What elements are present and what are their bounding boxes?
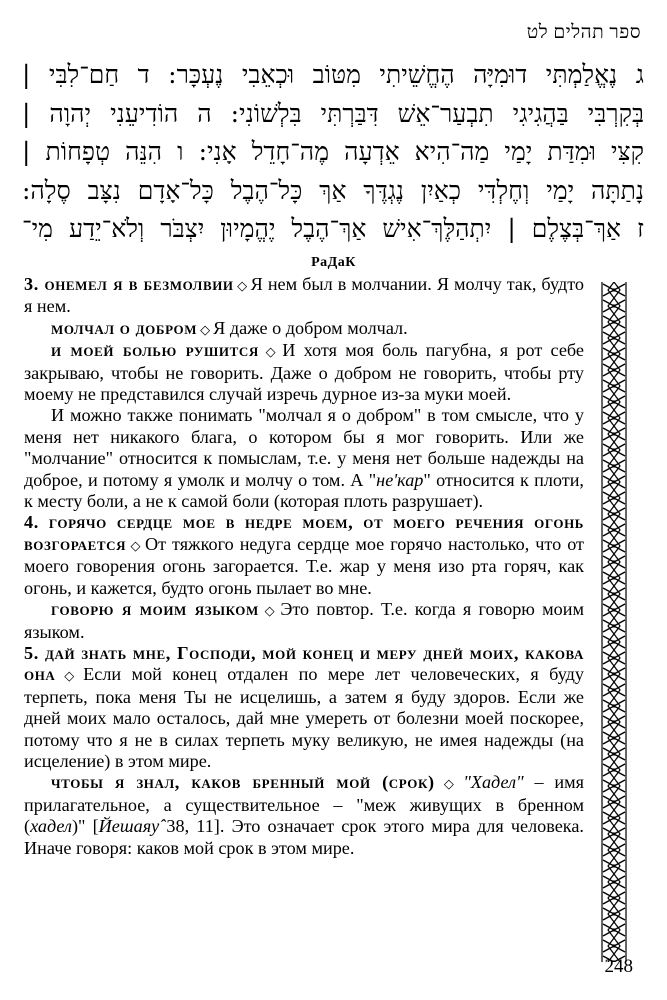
- gloss-text: От тяжкого недуга сердце мое горячо настолько, что от моего говорения огонь загорается. Т.е. жар у меня изо рта горяч, как огонь, и кажется, будто огонь пылает во мне.: [24, 533, 585, 598]
- gloss-text: Это повтор. Т.е. когда я говорю моим языком.: [24, 599, 584, 642]
- gloss-text: Если мой конец отдален по мере лет человеческих, я буду терпеть, пока меня Ты не исцелишь, а затем я буду здоров. Если же дней моих мало осталось, дай мне умереть от болезни моей поскорее, потому что я не в силах терпеть муку великую, не имея надежды (на исцеление) в этом мире.: [24, 664, 585, 771]
- lemma: говорю я моим языком: [51, 599, 259, 620]
- gloss-text: И можно также понимать "молчал я о добром" в том смысле, что у меня нет никакого блага, о котором бы я мог говорить. Или же "молчание" относится к помыслам, т.е. у меня нет больше надежды на доброе, и потому я умолк и молчу о том. А ": [24, 405, 584, 490]
- commentary-paragraph: [24, 772, 584, 859]
- hebrew-verse-block: [22, 56, 644, 249]
- commentary-paragraph: [24, 340, 584, 405]
- gloss-text: Я нем был в молчании. Я молчу так, будто я нем.: [24, 274, 584, 317]
- reference-book: Йешаяу̂: [98, 816, 160, 837]
- commentary-title: РаДаК: [311, 255, 356, 270]
- hebrew-line: ז אַךְ־בְּצֶלֶם | יִתְהַלֶּךְ־אִישׁ אַךְ־הֶבֶל יֶהֱמָיוּן יִצְבֹּר וְלֹא־יֵדַע מִי־: [22, 214, 644, 243]
- gloss-text: И хотя моя боль пагубна, я рот себе закрываю, чтобы не говорить. Даже о добром не говорить, чтобы рту моему не представился случай изречь дурное из-за муки моей.: [24, 340, 584, 405]
- lemma: 5. дай знать мне, Господи, мой конец и меру дней моих, какова она: [24, 642, 584, 685]
- diamond-separator-icon: ◇: [129, 537, 142, 553]
- gloss-text: – имя прилагательное, а существительное – "меж живущих в бренном (: [24, 772, 585, 837]
- diamond-separator-icon: ◇: [236, 278, 248, 293]
- lemma: и моей болью рушится: [51, 340, 259, 361]
- gloss-text: )" [: [71, 816, 99, 837]
- page-number: 248: [604, 956, 633, 977]
- lemma: молчал о добром: [51, 317, 198, 338]
- term-italic: "Хадел": [463, 772, 524, 793]
- commentary-paragraph: [24, 512, 584, 599]
- diamond-separator-icon: ◇: [58, 668, 81, 684]
- commentary-paragraph: [24, 643, 584, 772]
- diamond-separator-icon: ◇: [200, 321, 211, 337]
- commentary-paragraph: [24, 405, 584, 512]
- commentary-paragraph: [24, 318, 584, 340]
- diamond-separator-icon: ◇: [437, 776, 461, 792]
- term-italic: не'кар: [376, 469, 424, 490]
- lemma: 3. онемел я в безмолвии: [24, 274, 234, 294]
- hebrew-line: קִצִּי וּמִדַּת יָמַי מַה־הִיא אֵדְעָה מֶה־חָדֵל אָנִי: ו הִנֵּה טְפָחוֹת |: [22, 137, 644, 166]
- lemma: 4. горячо сердце мое в недре моем, от моего речения огонь возгорается: [24, 512, 584, 554]
- diamond-separator-icon: ◇: [261, 603, 278, 619]
- hebrew-line: נָתַתָּה יָמַי וְחֶלְדִּי כְאַיִן נֶגְדֶּךָ אַךְ כָּל־הֶבֶל כָּל־אָדָם נִצָּב סֶלָה:: [22, 175, 644, 205]
- hebrew-line: בְּקִרְבִּי בַּהֲגִיגִי תִבְעַר־אֵשׁ דִּבַּרְתִּי בִּלְשׁוֹנִי: ה הוֹדִיעֵנִי יְהוָה |: [22, 98, 644, 128]
- commentary-paragraph: [24, 274, 584, 318]
- ornamental-border-icon: [600, 282, 628, 962]
- commentary-body: [24, 274, 584, 859]
- diamond-separator-icon: ◇: [261, 344, 280, 360]
- gloss-text: Я даже о добром молчал.: [213, 317, 408, 338]
- running-head: ספר תהלים לט: [526, 22, 641, 43]
- lemma: чтобы я знал, каков бренный мой (срок): [51, 772, 435, 793]
- commentary-paragraph: [24, 599, 584, 643]
- gloss-text: 38, 11]. Это означает срок этого мира для человека. Иначе говоря: каков мой срок в этом мире.: [24, 816, 584, 858]
- term-italic: хадел: [30, 816, 72, 837]
- hebrew-line: ג נֶאֱלַמְתִּי דוּמִיָּה הֶחֱשֵׁיתִי מִטּוֹב וּכְאֵבִי נֶעְכָּר: ד חַם־לִבִּי |: [22, 60, 644, 89]
- gloss-text: " относится к плоти, к месту боли, а не к самой боли (которая плоть разрушает).: [24, 469, 584, 512]
